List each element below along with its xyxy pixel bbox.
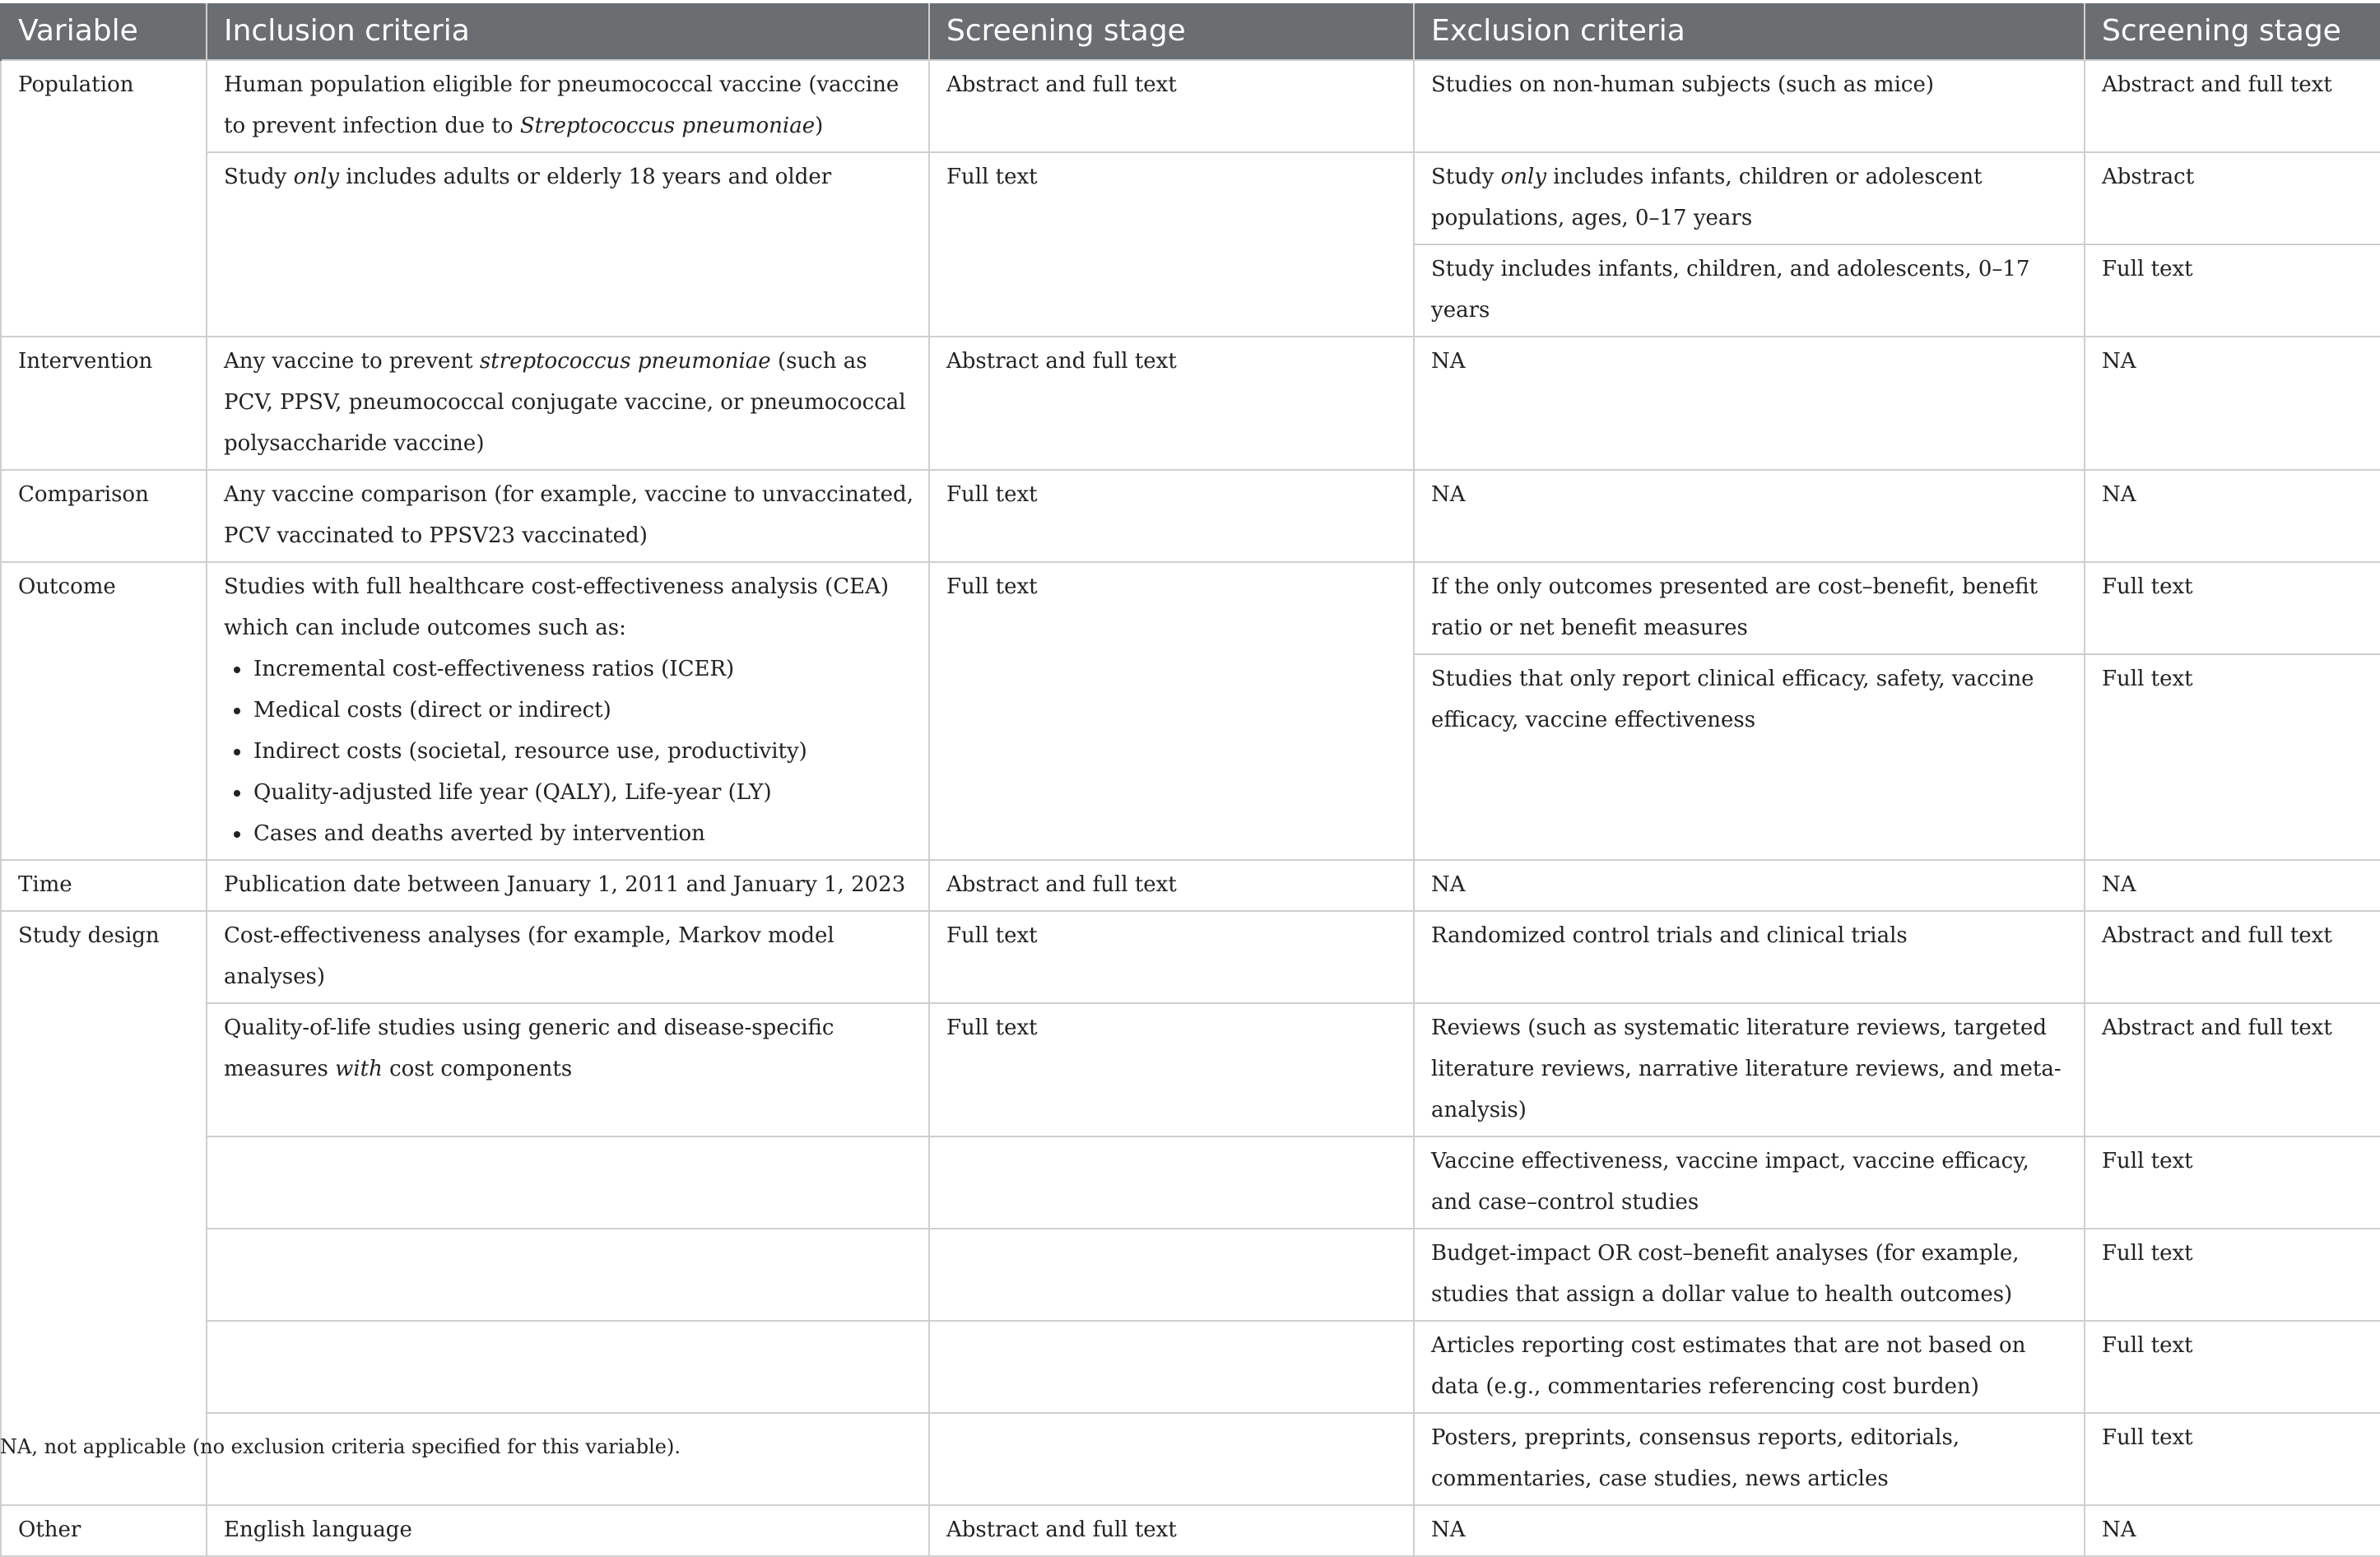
exclusion-cell: Posters, preprints, consensus reports, editorials, commentaries, case studies, news articles xyxy=(1414,1413,2085,1505)
inclusion-stage-cell: Full text xyxy=(929,1003,1414,1136)
inclusion-cell xyxy=(207,60,929,152)
inclusion-emphasis: streptococcus pneumoniae xyxy=(479,349,771,374)
exclusion-cell: NA xyxy=(1414,860,2085,911)
table-row xyxy=(1,860,2380,911)
table-row xyxy=(1,1136,2380,1229)
exclusion-cell: Studies that only report clinical efficacy, safety, vaccine efficacy, vaccine effectiveness xyxy=(1414,654,2085,860)
table-row xyxy=(1,1321,2380,1413)
inclusion-emphasis: only xyxy=(293,165,340,189)
empty-cell xyxy=(929,1136,1414,1229)
exclusion-emphasis: only xyxy=(1500,165,1547,189)
table-row xyxy=(1,1229,2380,1321)
inclusion-cell xyxy=(207,562,929,860)
inclusion-stage-cell: Abstract and full text xyxy=(929,60,1414,152)
exclusion-cell xyxy=(1414,152,2085,244)
table-row xyxy=(1,60,2380,152)
inclusion-cell: Any vaccine comparison (for example, vaccine to unvaccinated, PCV vaccinated to PPSV23 vaccinated) xyxy=(207,470,929,562)
exclusion-cell: Reviews (such as systematic literature reviews, targeted literature reviews, narrative literature reviews, and meta-analysis) xyxy=(1414,1003,2085,1136)
inclusion-text: (such as PCV, PPSV, pneumococcal conjugate vaccine, or pneumococcal polysaccharide vaccine) xyxy=(224,349,906,456)
inclusion-stage-cell: Abstract and full text xyxy=(929,860,1414,911)
exclusion-cell: If the only outcomes presented are cost–benefit, benefit ratio or net benefit measures xyxy=(1414,562,2085,654)
empty-cell xyxy=(929,1413,1414,1505)
inclusion-cell xyxy=(207,1003,929,1136)
variable-cell: Comparison xyxy=(1,470,207,562)
empty-cell xyxy=(207,1136,929,1229)
inclusion-text: Human population eligible for pneumococcal vaccine (vaccine to prevent infection due to xyxy=(224,72,899,138)
inclusion-text: Study xyxy=(224,165,294,189)
empty-cell xyxy=(207,1413,929,1505)
list-item: • Cases and deaths averted by intervention xyxy=(252,813,913,854)
variable-cell: Other xyxy=(1,1505,207,1556)
list-item: • Medical costs (direct or indirect) xyxy=(252,690,913,731)
exclusion-stage-cell: NA xyxy=(2085,1505,2380,1556)
empty-cell xyxy=(207,1321,929,1413)
exclusion-cell: Studies on non-human subjects (such as mice) xyxy=(1414,60,2085,152)
header-screening-stage: Screening stage xyxy=(929,3,1414,60)
table-row xyxy=(1,911,2380,1003)
exclusion-stage-cell: NA xyxy=(2085,470,2380,562)
criteria-table xyxy=(0,3,2380,1557)
exclusion-cell: Articles reporting cost estimates that are not based on data (e.g., commentaries referencing cost burden) xyxy=(1414,1321,2085,1413)
exclusion-stage-cell: Abstract and full text xyxy=(2085,60,2380,152)
inclusion-cell: Publication date between January 1, 2011 and January 1, 2023 xyxy=(207,860,929,911)
exclusion-stage-cell: Abstract and full text xyxy=(2085,1003,2380,1136)
table-row xyxy=(1,1413,2380,1505)
table-row xyxy=(1,1003,2380,1136)
inclusion-stage-cell: Abstract and full text xyxy=(929,1505,1414,1556)
outcome-bullet-list xyxy=(224,648,913,854)
exclusion-cell: Randomized control trials and clinical trials xyxy=(1414,911,2085,1003)
inclusion-cell: English language xyxy=(207,1505,929,1556)
inclusion-emphasis: Streptococcus pneumoniae xyxy=(519,114,816,138)
inclusion-stage-cell: Full text xyxy=(929,562,1414,860)
table-row xyxy=(1,337,2380,470)
exclusion-cell: Budget-impact OR cost–benefit analyses (for example, studies that assign a dollar value to health outcomes) xyxy=(1414,1229,2085,1321)
inclusion-stage-cell: Full text xyxy=(929,911,1414,1003)
variable-cell: Population xyxy=(1,60,207,337)
exclusion-stage-cell: Abstract and full text xyxy=(2085,911,2380,1003)
empty-cell xyxy=(207,1229,929,1321)
exclusion-stage-cell: Full text xyxy=(2085,654,2380,860)
inclusion-cell xyxy=(207,337,929,470)
exclusion-stage-cell: Abstract xyxy=(2085,152,2380,244)
header-row xyxy=(1,3,2380,60)
variable-cell: Study design xyxy=(1,911,207,1505)
inclusion-text: ) xyxy=(815,114,824,138)
table-footnote: NA, not applicable (no exclusion criteria specified for this variable). xyxy=(0,1435,681,1458)
list-item: • Quality-adjusted life year (QALY), Life-year (LY) xyxy=(252,772,913,813)
exclusion-stage-cell: Full text xyxy=(2085,1229,2380,1321)
exclusion-text: includes infants, children or adolescent populations, ages, 0–17 years xyxy=(1431,165,1983,230)
inclusion-stage-cell: Full text xyxy=(929,470,1414,562)
header-screening-stage-2: Screening stage xyxy=(2085,3,2380,60)
exclusion-stage-cell: Full text xyxy=(2085,1413,2380,1505)
inclusion-cell: Cost-effectiveness analyses (for example, Markov model analyses) xyxy=(207,911,929,1003)
exclusion-stage-cell: Full text xyxy=(2085,1321,2380,1413)
header-variable: Variable xyxy=(1,3,207,60)
inclusion-stage-cell: Full text xyxy=(929,152,1414,337)
inclusion-text: includes adults or elderly 18 years and older xyxy=(339,165,832,189)
exclusion-stage-cell: Full text xyxy=(2085,1136,2380,1229)
table-row xyxy=(1,152,2380,244)
exclusion-stage-cell: NA xyxy=(2085,860,2380,911)
inclusion-emphasis: with xyxy=(335,1057,383,1081)
inclusion-text: Any vaccine to prevent xyxy=(224,349,480,374)
table-row xyxy=(1,1505,2380,1556)
exclusion-stage-cell: Full text xyxy=(2085,562,2380,654)
exclusion-stage-cell: NA xyxy=(2085,337,2380,470)
header-inclusion-criteria: Inclusion criteria xyxy=(207,3,929,60)
table-row xyxy=(1,470,2380,562)
variable-cell: Outcome xyxy=(1,562,207,860)
exclusion-cell: Study includes infants, children, and adolescents, 0–17 years xyxy=(1414,244,2085,337)
header-exclusion-criteria: Exclusion criteria xyxy=(1414,3,2085,60)
exclusion-stage-cell: Full text xyxy=(2085,244,2380,337)
exclusion-cell: NA xyxy=(1414,470,2085,562)
inclusion-text: Studies with full healthcare cost-effectiveness analysis (CEA) which can include outcomes such as: xyxy=(224,574,890,640)
list-item: • Indirect costs (societal, resource use, productivity) xyxy=(252,731,913,772)
inclusion-cell xyxy=(207,152,929,337)
variable-cell: Time xyxy=(1,860,207,911)
variable-cell: Intervention xyxy=(1,337,207,470)
inclusion-stage-cell: Abstract and full text xyxy=(929,337,1414,470)
inclusion-text: Quality-of-life studies using generic and disease-specific measures xyxy=(224,1016,834,1081)
exclusion-cell: NA xyxy=(1414,337,2085,470)
exclusion-text: Study xyxy=(1431,165,1501,189)
exclusion-cell: NA xyxy=(1414,1505,2085,1556)
empty-cell xyxy=(929,1229,1414,1321)
inclusion-text: cost components xyxy=(382,1057,573,1081)
empty-cell xyxy=(929,1321,1414,1413)
table-row xyxy=(1,562,2380,654)
exclusion-cell: Vaccine effectiveness, vaccine impact, vaccine efficacy, and case–control studies xyxy=(1414,1136,2085,1229)
list-item: • Incremental cost-effectiveness ratios (ICER) xyxy=(252,648,913,690)
